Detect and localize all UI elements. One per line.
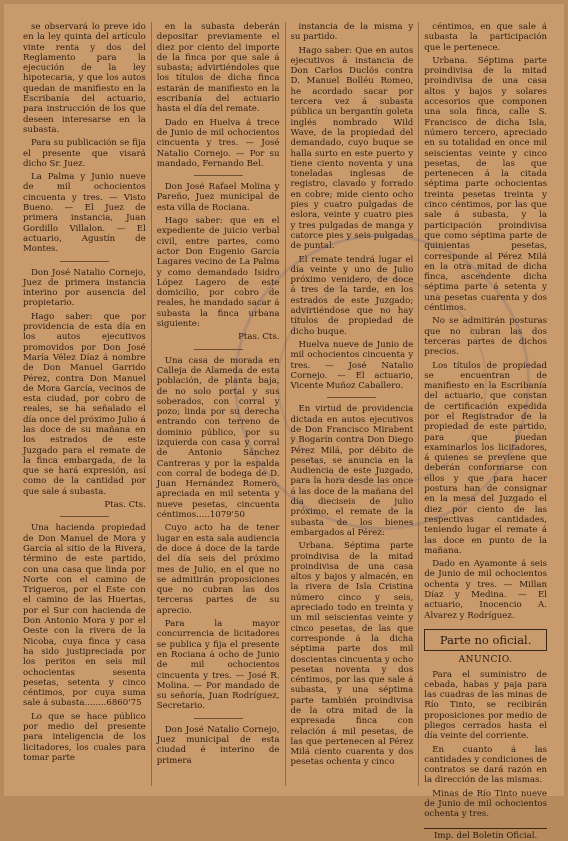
printer-footer: Imp. del Boletín Oficial. [424,828,547,841]
newspaper-page [4,4,564,841]
section-divider [60,261,109,262]
paragraph: En virtud de providencia dictada en autos ejecutivos de Don Francisco Mirabent y Bogarín contra Don Diego Pérez Milá, por débito de pesetas, se anuncia en la Audiencia de este Juzgado, para la hora desde las once á las doce de la mañana del día dieciseis de julio próximo, el remate de la subasta de los bienes embargados al Pérez: [290,404,414,538]
paragraph: En cuanto á las cantidades y condiciones de contratos se dará razón en la dirección de las mismas. [424,744,547,786]
section-divider [194,718,243,719]
price-header: Ptas. Cts. [238,332,280,343]
paragraph: Los títulos de propiedad se encuentran de manifiesto en la Escribanía del actuario, que constan de certificación expedida por el Registrador de la propiedad de este partido, para que puedan examinarlos los licitadores, á quienes se previene que deberán conformarse con ellos y que para hacer postura han de consignar en la mesa del Juzgado el diez por ciento de las respectivas cantidades, teniendo lugar el remate á las doce en punto de la mañana. [424,360,547,556]
column-1 [18,22,152,786]
paragraph: Una casa de morada en Calleja de Alameda de esta población, de planta baja, de no solo portal y sus soberados, con corral y pozo; linda por su derecha entrando con terreno de dominio público, por su izquierda con casa y corral de Antonio Sánchez Cantreras y por la espalda con corral de bodega de D. Juan Hernández Romero, apreciada en mil setenta y nueve pesetas, cincuenta céntimos.....1079'50 [156,355,280,521]
column-2 [152,22,286,786]
paragraph: Don José Natalio Cornejo, Juez municipal de esta ciudad é interino de primera [156,724,280,766]
price-header: Ptas. Cts. [104,500,146,511]
paragraph: No se admitirán posturas que no cubran las dos terceras partes de dichos precios. [424,316,547,358]
paragraph: Urbana. Séptima parte proindivisa de la mitad proindivisa de una casa altos y bajos y solares accesorios que componen una sola finca, calle S. Francisco de dicha Isla, número tercero, apreciado en su totalidad en once mil seiscientas veinte y cinco pesetas, de las que pertenecen á la citada séptima parte ochocientas treinta pesetas treinta y cinco céntimos, por las que sale á subasta, y la participación proindivisa que como séptima parte de quinientas pesetas, corresponde al Pérez Milá en la otra mitad de dicha finca, ascendente dicha séptima parte á setenta y una pesetas cuarenta y dos céntimos. [424,55,547,314]
paragraph: Huelva nueve de Junio de mil ochocientos cincuenta y tres. — José Natalio Cornejo. — El actuario, Vicente Muñoz Caballero. [290,339,414,392]
section-divider [60,516,109,517]
paragraph: Para el suministro de cebada, habas y paja para las cuadras de las minas de Río Tinto, se recibirán proposiciones por medio de pliegos cerrados hasta el día veinte del corriente. [424,669,547,742]
paragraph: Cuyo acto ha de tener lugar en esta sala audiencia de doce á doce de la tarde del día seis del próximo mes de Julio, en el que no se admitirán proposiciones que no cubran las dos terceras partes de su aprecio. [156,523,280,616]
paragraph: instancia de la misma y su partido. [290,22,414,43]
columns-container [18,22,552,841]
paragraph: El remate tendrá lugar el día veinte y uno de Julio próximo venidero, de doce á tres de la tarde, en los estrados de este Juzgado; advirtiéndose que no hay títulos de propiedad de dicho buque. [290,254,414,337]
paragraph: Minas de Río Tinto nueve de Junio de mil ochocientos ochenta y tres. [424,788,547,820]
paragraph: Una hacienda propiedad de Don Manuel de Mora y García al sitio de la Rivera, término de este partido, con una casa que linda por Norte con el camino de Trigueros, por el Este con el camino de las Huertas, por el Sur con hacienda de Don Antonio Mora y por el Oeste con la rivera de la Nicoba, cuya finca y casa ha sido justipreciada por los peritos en seis mil ochocientas sesenta pesetas, setenta y cinco céntimos, por cuya suma sale á subasta........6860'75 [23,523,146,709]
announcement-heading: ANUNCIO. [458,655,513,666]
section-divider [194,349,243,350]
paragraph: Dado en Huelva á trece de Junio de mil ochocientos cincuenta y tres. — José Natalio Cornejo. — Por su mandado, Fernando Bel. [156,117,280,169]
paragraph: se observará lo preve ido en la ley quinta del artículo vinte renta y dos del Reglamento para la ejecución de la ley hipotecaria, y que los autos quedan de manifiesto en la Escribanía del actuario, para instrucción de los que deseen interesarse en la subasta. [23,22,146,135]
paragraph: Urbana. Séptima parte proindivisa de la mitad proindivisa de una casa altos y bajos y almacén, en la rivera de Isla Cristina número cinco y seis, apreciado todo en treinta y un mil seiscientas veinte y cinco pesetas, de las que corresponde á la dicha séptima parte dos mil doscientas cincuenta y ocho pesetas noventa y dos céntimos, por las que sale á subasta, y una séptima parte también proindivisa de la otra mitad de la expresada finca con relación á mil pesetas, de las que pertenecen al Pérez Milá ciento cuarenta y dos pesetas ochenta y cinco [290,541,414,768]
section-title-box: Parte no oficial. [424,629,547,651]
paragraph: Hago saber: que por providencia de esta día en los autos ejecutivos promovidos por Don José María Vélez Díaz á nombre de Don Manuel Garrido Pérez, contra Don Manuel de Mora García, vecinos de esta ciudad, por cobro de reales, se ha señalado el día once del próximo Julio á las doce de su mañana en los estrados de este Juzgado para el remate de la finca embargada, de la que se hará expresión, así como de la cantidad por que sale á subasta. [23,311,146,497]
paragraph: en la subasta deberán depositar previamente el diez por ciento del importe de la finca por que sale á subasta; advirtiéndoles que los títulos de dicha finca estarán de manifiesto en la escribanía del actuario hasta el día del remate. [156,22,280,115]
paragraph: Hago saber: Que en autos ejecutivos á instancia de Don Carlos Duclós contra D. Manuel Bolléu Romeo, he acordado sacar por tercera vez á subasta pública un bergantín goleta inglés nombrado Wild Wave, de la propiedad del demandado, cuyo buque se halla surto en este puerto y tiene ciento noventa y una toneladas inglesas de registro, clavado y forrado en cobre; mide ciento ocho pies y cuatro pulgadas de eslora, veinte y cuatro pies y tres pulgadas de manga y catorce pies y seis pulgadas de puntal. [290,45,414,252]
paragraph: Dado en Ayamonte á seis de Junio de mil ochocientos ochenta y tres. — Millan Díaz y Medina. — El actuario, Inocencio A. Alvarez y Rodríguez. [424,559,547,621]
paragraph: Hago saber: que en el expediente de juicio verbal civil, entre partes, como actor Don Eugenio García Lagares vecino de La Palma y como demandado Isidro López Lagero de este domicilio, por cobro de reales, he mandado sacar á subasta la finca urbana siguiente: [156,216,280,330]
section-divider [327,397,376,398]
paragraph: Don José Rafael Molina y Pareño, Juez municipal de esta villa de Rociana. [156,182,280,213]
paragraph: Para la mayor concurrencia de licitadores se publica y fija el presente en Rociana á ocho de Junio de mil ochocientos cincuenta y tres. — José R. Molina. — Por mandado de su señoría, Juan Rodríguez, Secretario. [156,619,280,712]
paragraph: Don José Natalio Cornejo, Juez de primera instancia interino por ausencia del propietario. [23,267,146,309]
paragraph: céntimos, en que sale á subasta la participación que le pertenece. [424,22,547,53]
paragraph: La Palma y Junio nueve de mil ochocientos cincuenta y tres. — Visto Bueno. — El Juez de primera instancia, Juan Gordillo Villalon. — El actuario, Agustín de Montes. [23,172,146,255]
column-3 [286,22,420,786]
section-divider [194,175,243,176]
column-4 [419,22,552,841]
paragraph: Lo que se hace público por medio del presente para inteligencia de los licitadores, los cuales para tomar parte [23,711,146,763]
paragraph: Para su publicación se fija el presente que visará dicho Sr. Juez. [23,138,146,169]
